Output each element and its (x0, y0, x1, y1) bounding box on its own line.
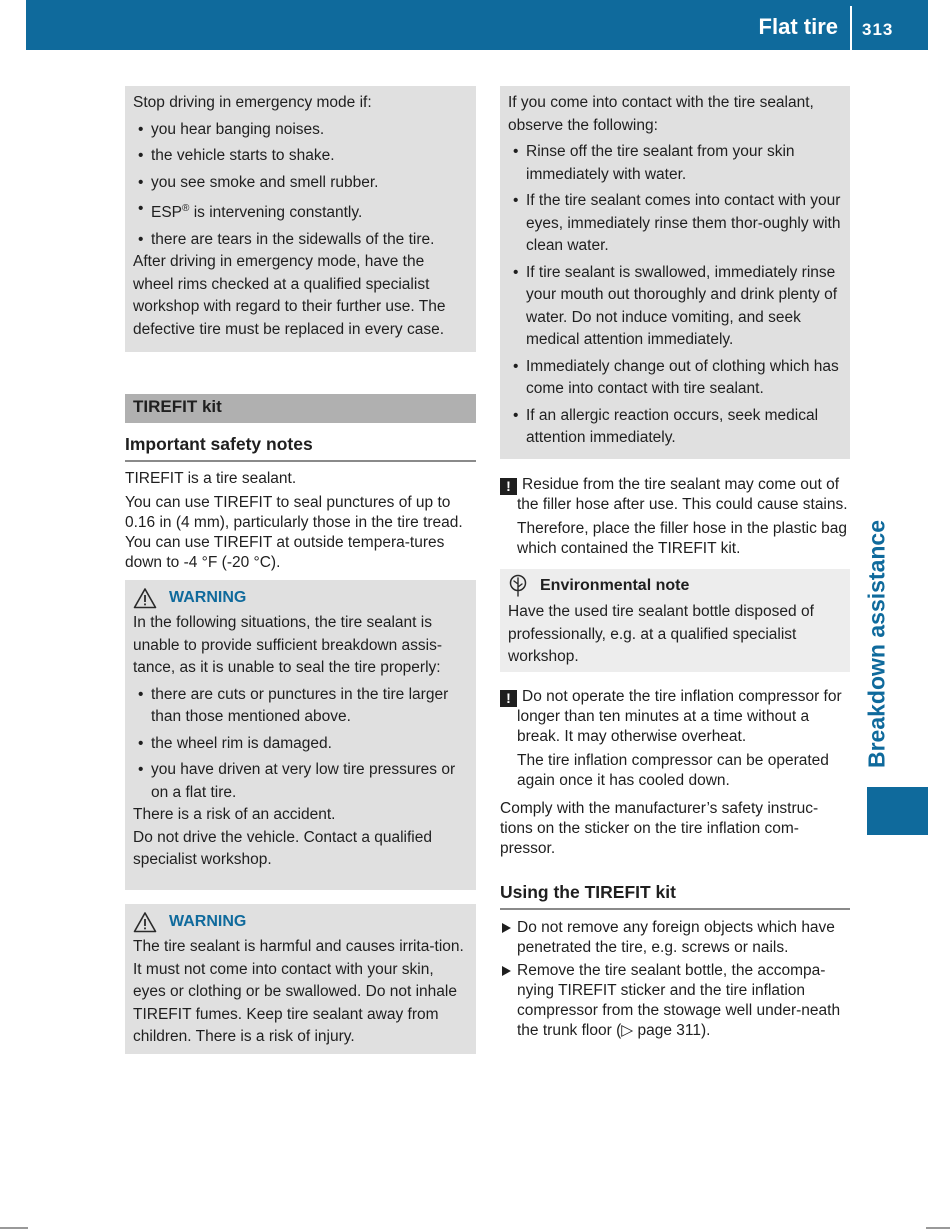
warning-intro: In the following situations, the tire sealant is unable to provide sufficient breakdown assis-tance, as it is unable to seal the tire properly: (133, 614, 443, 676)
warning-risk: There is a risk of an accident. (133, 806, 336, 823)
section-heading: TIREFIT kit (125, 394, 476, 423)
environmental-note-heading: Environmental note (508, 573, 841, 599)
emergency-intro: Stop driving in emergency mode if: (133, 94, 372, 111)
subsection-heading: Important safety notes (125, 434, 476, 462)
warning-triangle-icon (133, 587, 157, 609)
list-item: • the vehicle starts to shake. (133, 145, 467, 168)
step-item: Do not remove any foreign objects which have penetrated the tire, e.g. screws or nails. (500, 918, 850, 958)
paragraph: TIREFIT is a tire sealant. (125, 470, 297, 487)
warning-box (125, 580, 476, 890)
side-tab-marker (867, 787, 928, 835)
leaf-bulb-icon (508, 574, 528, 598)
warning-box (125, 904, 476, 1054)
contact-box (500, 86, 850, 459)
list-item: • the wheel rim is damaged. (133, 733, 467, 756)
environmental-note-box (500, 569, 850, 672)
paragraph: You can use TIREFIT to seal punctures of up to 0.16 in (4 mm), particularly those in the tire tread. You can use TIREFIT at outside tempera-tures down to -4 °F (-20 °C). (125, 494, 463, 571)
exclamation-icon: ! (500, 690, 517, 707)
emergency-after-text: After driving in emergency mode, have the wheel rims checked at a qualified specialist workshop with regard to their further use. The defective tire must be replaced in every case. (133, 253, 446, 338)
notice-compressor: ! Do not operate the tire inflation compressor for longer than ten minutes at a time without a break. It may otherwise overheat. The tire inflation compressor can be operated again once it has cooled down. (500, 687, 850, 791)
page-number: 313 (862, 20, 894, 39)
list-item: • If an allergic reaction occurs, seek medical attention immediately. (508, 405, 841, 450)
warning-triangle-icon (133, 911, 157, 933)
subsection-heading: Using the TIREFIT kit (500, 882, 850, 910)
left-column (125, 86, 476, 1054)
list-item: • you hear banging noises. (133, 119, 467, 142)
emergency-mode-box (125, 86, 476, 352)
warning-text: The tire sealant is harmful and causes irrita-tion. It must not come into contact with your skin, eyes or clothing or be swallowed. Do not inhale TIREFIT fumes. Keep tire sealant away from children. There is a risk of injury. (133, 938, 464, 1045)
warning-heading: WARNING (133, 586, 467, 610)
contact-intro: If you come into contact with the tire sealant, observe the following: (508, 94, 814, 134)
right-column (500, 86, 850, 1041)
list-item: • If tire sealant is swallowed, immediately rinse your mouth out thoroughly and drink plenty of water. Do not induce vomiting, and seek medical attention immediately. (508, 262, 841, 352)
list-item: • you have driven at very low tire pressures or on a flat tire. (133, 759, 467, 804)
list-item: • Immediately change out of clothing which has come into contact with tire sealant. (508, 356, 841, 401)
list-item: • Rinse off the tire sealant from your skin immediately with water. (508, 141, 841, 186)
step-item: Remove the tire sealant bottle, the accompa-nying TIREFIT sticker and the tire inflation compressor from the stowage well under-neath the trunk floor (▷ page 311). (500, 961, 850, 1041)
environmental-note-text: Have the used tire sealant bottle disposed of professionally, e.g. at a qualified specialist workshop. (508, 603, 814, 665)
page-title: Flat tire (758, 14, 838, 39)
warning-action: Do not drive the vehicle. Contact a qualified specialist workshop. (133, 828, 432, 868)
list-item: • there are tears in the sidewalls of the tire. (133, 229, 467, 252)
list-item-esp: • ESP® is intervening constantly. (133, 198, 467, 225)
list-item: • there are cuts or punctures in the tire larger than those mentioned above. (133, 684, 467, 729)
header-divider (850, 6, 852, 50)
warning-heading: WARNING (133, 910, 467, 934)
notice-residue: ! Residue from the tire sealant may come out of the filler hose after use. This could cause stains. Therefore, place the filler hose in the plastic bag which contained the TIREFIT kit. (500, 475, 850, 559)
list-item: • If the tire sealant comes into contact with your eyes, immediately rinse them thor-oughly with clean water. (508, 190, 841, 258)
paragraph: Comply with the manufacturer’s safety instruc-tions on the sticker on the tire inflation com-pressor. (500, 800, 819, 857)
side-tab-label: Breakdown assistance (863, 519, 890, 769)
list-item: • you see smoke and smell rubber. (133, 172, 467, 195)
exclamation-icon: ! (500, 478, 517, 495)
